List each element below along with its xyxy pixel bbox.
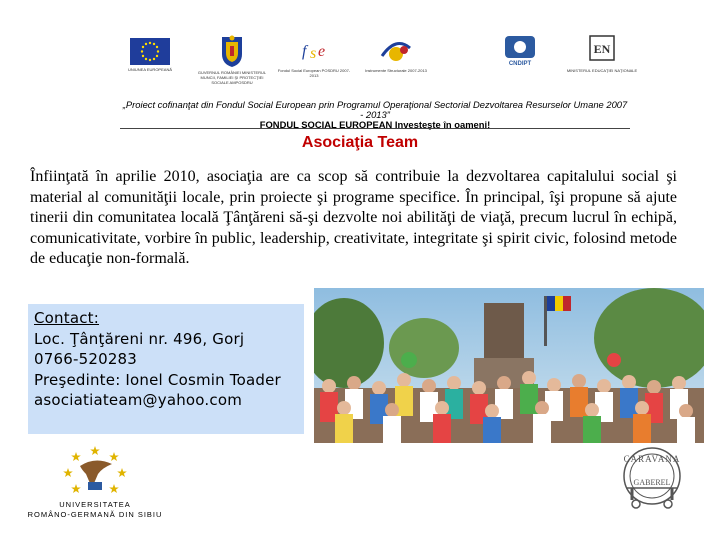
cndipt-logo-icon [503,34,537,66]
caravana-bottom-text: GABEREL [633,478,671,487]
svg-text:CNDIPT: CNDIPT [508,61,532,66]
contact-address: Loc. Ţânţăreni nr. 496, Gorj [34,329,245,348]
caravana-top-text: CARAVANA [623,454,681,464]
project-note-line1: „Proiect cofinanţat din Fondul Social European prin Programul Operaţional Sectorial Dezvoltarea Resurselor Umane 2007 - 2013” [122,99,628,120]
romania-government-logo [192,30,272,85]
logo-caption: MINISTERUL EDUCAŢIEI NAŢIONALE [566,68,638,73]
group-photo-image [314,288,704,443]
logo-caption: Instrumente Structurale 2007-2013 [365,68,427,73]
contact-phone: 0766-520283 [34,350,138,368]
contact-president: Preşedinte: Ionel Cosmin Toader [34,370,281,389]
svg-text:s: s [310,45,317,62]
association-description: Înfiinţată în aprilie 2010, asociaţia are ca scop să contribuie la dezvoltarea capitalului social şi material al comunităţii locale, prin proiecte şi programe specifice. În principal, îşi propune să ajute tinerii din comunitatea locală Ţânţăreni să-şi dezvolte noi abilităţi de viaţă, precum lucrul în echipă, comunicativitate, vorbire în public, leadership, creativitate, integritate şi spirit civic, folosind metode de educaţie non-formală. [30,168,677,267]
group-photo [314,288,704,443]
university-name [20,500,170,520]
logo-caption: UNIUNEA EUROPEANĂ [127,67,172,72]
logo-caption: GUVERNUL ROMÂNIEI MINISTERUL MUNCII, FAMILIEI ŞI PROTECŢIEI SOCIALE AMPOSDRU [197,70,267,85]
romania-coat-of-arms-icon [217,34,247,68]
svg-text:f: f [302,43,307,60]
page-title: Asociaţia Team [301,134,419,151]
contact-header: Contact: [34,309,100,327]
eu-flag-icon [130,38,170,65]
contact-box [28,304,304,434]
instrumente-structurale-logo [356,30,436,73]
ministry-education-logo [562,30,642,73]
university-name-line1: UNIVERSITATEA [59,500,131,509]
cndipt-logo [480,30,560,66]
university-logo [20,444,170,524]
fse-logo [274,30,354,78]
ministry-education-icon [587,34,617,66]
caravana-gaberel-logo [612,440,692,518]
instrumente-structurale-icon [378,36,414,66]
divider [120,128,630,129]
university-name-line2: ROMÂNO-GERMANĂ DIN SIBIU [27,510,163,519]
caravan-wheel-icon [612,440,692,518]
sponsor-logos-row [110,30,650,90]
svg-text:e: e [318,43,326,60]
project-cofinancing-note [120,100,630,130]
logo-caption: Fondul Social European POSDRU 2007-2013 [277,68,351,78]
eu-logo [110,30,190,72]
project-note-line2: FONDUL SOCIAL EUROPEAN Investeşte în oameni! [259,119,491,130]
svg-text:EN: EN [593,42,611,56]
contact-email[interactable]: asociatiateam@yahoo.com [34,391,243,409]
university-eagle-icon [20,444,170,500]
fse-logo-icon [299,36,329,66]
